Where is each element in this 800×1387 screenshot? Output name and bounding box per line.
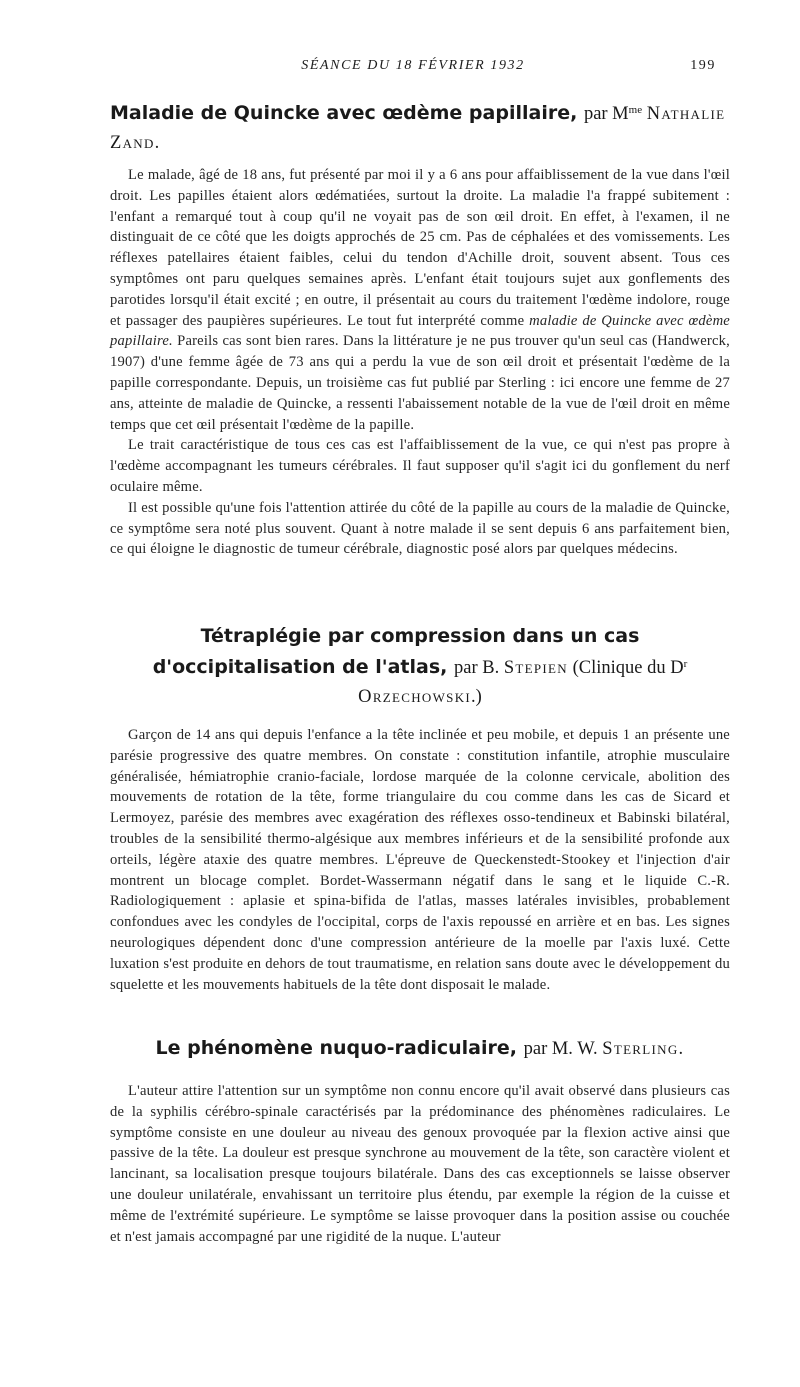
author-name: Stepien xyxy=(503,658,568,678)
author-name: Sterling. xyxy=(602,1039,685,1059)
paragraph: Garçon de 14 ans qui depuis l'enfance a la tête inclinée et peu mobile, et depuis 1 an présente une parésie progressive des quatre membres. On constate : constitution infantile, atrophie musculaire généralisée, hémiatrophie cranio-faciale, lordose marquée de la colonne cervicale, abolition des mouvements de rotation de la tête, forme triangulaire du cou comme dans les cas de Sicard et Lermoyez, parésie des membres avec exagération des réflexes osso-tendineux et Babinski bilatéral, troubles de la sensibilité thermo-algésique aux membres inférieurs et de la sensibilité profonde aux orteils, légère ataxie des quatre membres. L'épreuve de Queckenstedt-Stookey et l'injection d'air montrent un blocage complet. Bordet-Wassermann négatif dans le sang et le liquide C.-R. Radiologiquement : aplasie et spina-bifida de l'atlas, masses latérales invisibles, probablement confondues avec les condyles de l'occipital, corps de l'axis repoussé en arrière et en bas. Les signes neurologiques dépendent donc d'une compression antérieure de la moelle par l'axis luxé. Cette luxation s'est produite en dehors de tout traumatisme, en relation sans doute avec le développement du squelette et les mouvements habituels de la tête dont disposait le malade. xyxy=(110,727,730,993)
running-head xyxy=(110,58,716,80)
article-body xyxy=(110,1081,730,1247)
article-body xyxy=(110,165,730,560)
paragraph: L'auteur attire l'attention sur un symptôme non connu encore qu'il avait observé dans plusieurs cas de la syphilis cérébro-spinale caractérisés par la prédominance des phénomènes radiculaires. Le symptôme consiste en une douleur au niveau des genoux provoquée par la flexion active ainsi que passive de la tête. La douleur est presque synchrone au mouvement de la tête, son caractère violent et lancinant, sa localisation presque toujours bilatérale. Dans des cas exceptionnels se laisse observer une douleur unilatérale, envahissant un territoire plus étendu, par exemple la région de la cuisse et même de l'extrémité supérieure. Le symptôme se laisse provoquer dans la position assise ou couchée et n'est jamais accompagné par une rigidité de la nuque. L'auteur xyxy=(110,1083,730,1245)
clinic-name: Orzechowski xyxy=(358,687,472,707)
article-byline: par M. W. Sterling. xyxy=(523,1039,685,1059)
article-byline: par $M^{me}$ Nathalie Zand. xyxy=(110,104,726,153)
article-title: Maladie de Quincke avec œdème papillaire, xyxy=(110,102,578,124)
running-head-title: SÉANCE DU 18 FÉVRIER 1932 xyxy=(301,58,525,73)
article-quincke xyxy=(110,96,730,560)
article-byline: par B. Stepien (Clinique du $D^r$ Orzechowski.) xyxy=(358,658,688,707)
article-heading xyxy=(110,1034,730,1063)
article-body xyxy=(110,725,730,995)
article-nuquo-radiculaire xyxy=(110,1034,730,1247)
page-number: 199 xyxy=(690,58,716,73)
article-heading xyxy=(110,622,730,711)
paragraph: Il est possible qu'une fois l'attention attirée du côté de la papille au cours de la maladie de Quincke, ce symptôme sera noté plus souvent. Quant à notre malade il se sent depuis 6 ans parfaitement bien, ce qui éloigne le diagnostic de tumeur cérébrale, diagnostic posé alors par quelques médecins. xyxy=(110,499,730,558)
article-title: Tétraplégie par compression dans un cas d'occipitalisation de l'atlas, xyxy=(152,625,640,678)
italic-term: maladie de Quincke avec œdème papillaire. xyxy=(110,312,730,350)
article-tetraplegie xyxy=(110,622,730,995)
author-name: Nathalie Zand. xyxy=(110,104,726,153)
article-heading xyxy=(110,96,730,157)
paragraph: Le malade, âgé de 18 ans, fut présenté par moi il y a 6 ans pour affaiblissement de la vue dans l'œil droit. Les papilles étaient alors œdématiées, surtout la droite. La maladie l'a frappé subitement : l'enfant a remarqué tout à coup qu'il ne voyait pas de son œil droit. En effet, à l'examen, il ne distinguait de ce côté que les doigts approchés de 25 cm. Pas de céphalées et des vomissements. Les réflexes patellaires étaient faibles, celui du tendon d'Achille droit, souvent absent. Tous ces symptômes ont paru quelques semaines après. L'enfant était toujours sujet aux gonflements des parotides lorsqu'il était excité ; en outre, il présentait au cours du traitement l'œdème indolore, rouge et passager des paupières supérieures. Le tout fut interprété comme maladie de Quincke avec œdème papillaire. Pareils cas sont bien rares. Dans la littérature je ne pus trouver qu'un seul cas (Handwerck, 1907) d'une femme âgée de 73 ans qui a perdu la vue de son œil droit et présentait l'œdème de la papille correspondante. Depuis, un troisième cas fut publié par Sterling : ici encore une femme de 27 ans, atteinte de maladie de Quincke, a ressenti l'abaissement notable de la vue de l'œil droit en même temps que cet œil présentait l'œdème de la papille. xyxy=(110,167,730,433)
paragraph: Le trait caractéristique de tous ces cas est l'affaiblissement de la vue, ce qui n'est pas propre à l'œdème accompagnant les tumeurs cérébrales. Il faut supposer qu'il s'agit ici du gonflement du nerf oculaire même. xyxy=(110,437,730,495)
article-title: Le phénomène nuquo-radiculaire, xyxy=(155,1037,517,1059)
